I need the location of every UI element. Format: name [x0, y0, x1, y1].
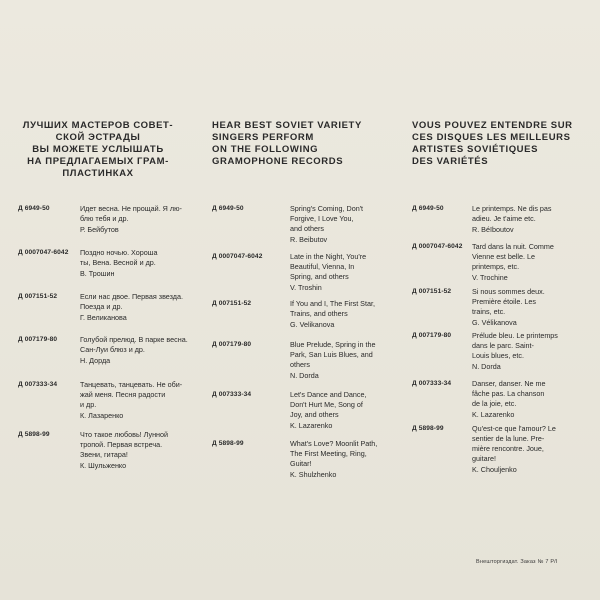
catalog-number: Д 5898-99 — [18, 431, 50, 438]
catalog-number: Д 0007047-6042 — [18, 249, 69, 256]
record-entry — [212, 299, 402, 330]
song-titles: Spring's Coming, Don't Forgive, I Love You, and others — [290, 204, 364, 233]
catalog-number: Д 6949-50 — [412, 205, 444, 212]
artist-name: K. Lazarenko — [290, 421, 333, 430]
song-titles: If You and I, The First Star, Trains, and others — [290, 299, 375, 318]
catalog-number: Д 007333-34 — [212, 391, 252, 398]
song-titles: Prélude bleu. Le printemps dans le parc. Saint- Louis blues, etc. — [472, 331, 558, 360]
record-entry — [18, 292, 196, 323]
record-entry — [412, 242, 592, 283]
catalog-number: Д 6949-50 — [18, 205, 50, 212]
artist-name: К. Лазаренко — [80, 411, 124, 420]
catalog-number: Д 6949-50 — [212, 205, 244, 212]
english-column — [212, 120, 402, 479]
artist-name: В. Трошин — [80, 269, 115, 278]
artist-name: К. Шульженко — [80, 461, 127, 470]
artist-name: N. Dorda — [472, 362, 501, 371]
artist-name: V. Troshin — [290, 283, 322, 292]
record-entry — [412, 424, 592, 475]
artist-name: R. Beibutov — [290, 235, 328, 244]
catalog-number: Д 007333-34 — [412, 380, 452, 387]
french-column — [412, 120, 592, 474]
catalog-number: Д 007333-34 — [18, 381, 58, 388]
song-titles: Blue Prelude, Spring in the Park, San Luis Blues, and others — [290, 340, 376, 369]
catalog-number: Д 007179-80 — [412, 332, 452, 339]
catalog-number: Д 007151-52 — [18, 293, 58, 300]
song-titles: Поздно ночью. Хороша ты, Вена. Весной и др. — [80, 248, 158, 267]
catalog-number: Д 007151-52 — [412, 288, 452, 295]
catalog-number: Д 007179-80 — [18, 336, 58, 343]
artist-name: K. Chouljenko — [472, 465, 517, 474]
artist-name: N. Dorda — [290, 371, 319, 380]
song-titles: Late in the Night, You're Beautiful, Vienna, In Spring, and others — [290, 252, 367, 281]
catalog-number: Д 0007047-6042 — [212, 253, 263, 260]
catalog-number: Д 5898-99 — [412, 425, 444, 432]
artist-name: R. Béïboutov — [472, 225, 514, 234]
record-entry — [212, 439, 402, 480]
song-titles: Qu'est-ce que l'amour? Le sentier de la lune. Pre- mière rencontre. Joue, guitare! — [472, 424, 556, 463]
song-titles: Le printemps. Ne dis pas adieu. Je t'aime etc. — [472, 204, 552, 223]
record-entry — [18, 204, 196, 235]
print-imprint: Внешторгиздат. Заказ № 7 Р/І — [476, 559, 558, 565]
record-entry — [412, 379, 592, 420]
artist-name: K. Lazarenko — [472, 410, 515, 419]
song-titles: Танцевать, танцевать. Не оби- жай меня. Песня радости и др. — [80, 380, 183, 409]
catalog-number: Д 007151-52 — [212, 300, 252, 307]
record-entry — [18, 380, 196, 421]
song-titles: Голубой прелюд. В парке весна. Сан-Луи блюз и др. — [80, 335, 188, 354]
record-entry — [18, 430, 196, 471]
russian-heading: ЛУЧШИХ МАСТЕРОВ СОВЕТ- СКОЙ ЭСТРАДЫ ВЫ МОЖЕТЕ УСЛЫШАТЬ НА ПРЕДЛАГАЕМЫХ ГРАМ- ПЛАСТИНКАХ — [22, 120, 174, 179]
record-entry — [212, 340, 402, 381]
french-heading: VOUS POUVEZ ENTENDRE SUR CES DISQUES LES MEILLEURS ARTISTES SOVIÉTIQUES DES VARIÉTÉS — [412, 120, 573, 167]
russian-column — [18, 120, 196, 470]
record-entry — [212, 252, 402, 293]
song-titles: Если нас двое. Первая звезда. Поезда и др. — [80, 292, 183, 311]
artist-name: K. Shulzhenko — [290, 470, 337, 479]
record-entry — [412, 204, 592, 235]
record-entry — [18, 248, 196, 279]
song-titles: Идет весна. Не прощай. Я лю- блю тебя и др. — [80, 204, 182, 223]
song-titles: Danser, danser. Ne me fâche pas. La chanson de la joie, etc. — [472, 379, 546, 408]
catalog-number: Д 5898-99 — [212, 440, 244, 447]
artist-name: Н. Дорда — [80, 356, 111, 365]
song-titles: Si nous sommes deux. Première étoile. Les trains, etc. — [472, 287, 545, 316]
artist-name: V. Trochine — [472, 273, 508, 282]
song-titles: What's Love? Moonlit Path, The First Meeting, Ring, Guitar! — [290, 439, 378, 468]
english-heading: HEAR BEST SOVIET VARIETY SINGERS PERFORM ON THE FOLLOWING GRAMOPHONE RECORDS — [212, 120, 362, 167]
song-titles: Let's Dance and Dance, Don't Hurt Me, Song of Joy, and others — [290, 390, 367, 419]
record-entry — [212, 204, 402, 245]
record-entry — [412, 331, 592, 372]
record-entry — [212, 390, 402, 431]
artist-name: G. Velikanova — [290, 320, 335, 329]
artist-name: G. Vélikanova — [472, 318, 517, 327]
record-entry — [412, 287, 592, 328]
catalog-number: Д 007179-80 — [212, 341, 252, 348]
artist-name: Г. Великанова — [80, 313, 127, 322]
record-entry — [18, 335, 196, 366]
song-titles: Что такое любовь! Лунной тропой. Первая встреча. Звени, гитара! — [80, 430, 169, 459]
catalog-number: Д 0007047-6042 — [412, 243, 463, 250]
artist-name: Р. Бейбутов — [80, 225, 119, 234]
song-titles: Tard dans la nuit. Comme Vienne est belle. Le printemps, etc. — [472, 242, 554, 271]
